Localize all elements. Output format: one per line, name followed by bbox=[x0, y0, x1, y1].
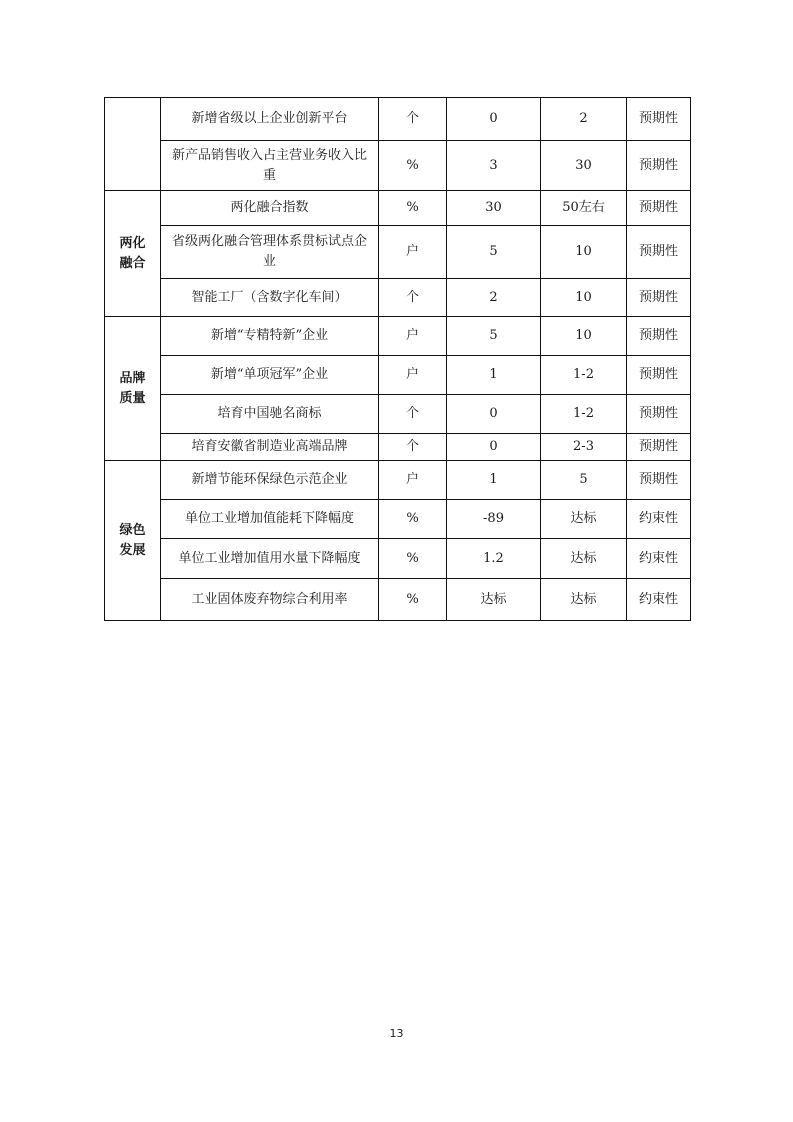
unit-cell: 户 bbox=[379, 226, 447, 279]
nature-cell: 预期性 bbox=[627, 98, 691, 141]
base-value-cell: 1.2 bbox=[447, 539, 541, 579]
indicator-name: 两化融合指数 bbox=[161, 191, 379, 226]
indicator-name: 单位工业增加值能耗下降幅度 bbox=[161, 500, 379, 539]
table-row bbox=[105, 434, 691, 461]
base-value-cell: 5 bbox=[447, 226, 541, 279]
table-row bbox=[105, 461, 691, 500]
table-row bbox=[105, 317, 691, 356]
target-value-cell: 10 bbox=[541, 317, 627, 356]
base-value-cell: 0 bbox=[447, 395, 541, 434]
unit-cell: 户 bbox=[379, 317, 447, 356]
target-value-cell: 50左右 bbox=[541, 191, 627, 226]
table-row bbox=[105, 279, 691, 317]
nature-cell: 预期性 bbox=[627, 434, 691, 461]
target-value-cell: 2 bbox=[541, 98, 627, 141]
target-value-cell: 30 bbox=[541, 141, 627, 191]
page-number: 13 bbox=[389, 1027, 404, 1040]
indicator-name: 新增省级以上企业创新平台 bbox=[161, 98, 379, 141]
target-value-cell: 5 bbox=[541, 461, 627, 500]
nature-cell: 预期性 bbox=[627, 317, 691, 356]
nature-cell: 预期性 bbox=[627, 226, 691, 279]
indicator-table bbox=[104, 97, 691, 621]
base-value-cell: 达标 bbox=[447, 579, 541, 621]
target-value-cell: 1-2 bbox=[541, 356, 627, 395]
nature-cell: 预期性 bbox=[627, 356, 691, 395]
base-value-cell: 0 bbox=[447, 434, 541, 461]
unit-cell: % bbox=[379, 500, 447, 539]
base-value-cell: 1 bbox=[447, 356, 541, 395]
base-value-cell: -89 bbox=[447, 500, 541, 539]
nature-cell: 预期性 bbox=[627, 395, 691, 434]
unit-cell: % bbox=[379, 539, 447, 579]
nature-cell: 约束性 bbox=[627, 500, 691, 539]
target-value-cell: 达标 bbox=[541, 500, 627, 539]
unit-cell: 户 bbox=[379, 461, 447, 500]
target-value-cell: 达标 bbox=[541, 579, 627, 621]
base-value-cell: 1 bbox=[447, 461, 541, 500]
table-row bbox=[105, 539, 691, 579]
indicator-name: 省级两化融合管理体系贯标试点企业 bbox=[161, 226, 379, 279]
indicator-name: 工业固体废弃物综合利用率 bbox=[161, 579, 379, 621]
unit-cell: % bbox=[379, 141, 447, 191]
nature-cell: 预期性 bbox=[627, 461, 691, 500]
base-value-cell: 3 bbox=[447, 141, 541, 191]
indicator-name: 新产品销售收入占主营业务收入比重 bbox=[161, 141, 379, 191]
indicator-name: 单位工业增加值用水量下降幅度 bbox=[161, 539, 379, 579]
indicator-name: 新增“单项冠军”企业 bbox=[161, 356, 379, 395]
indicator-name: 培育中国驰名商标 bbox=[161, 395, 379, 434]
target-value-cell: 达标 bbox=[541, 539, 627, 579]
base-value-cell: 30 bbox=[447, 191, 541, 226]
category-cell: 品牌质量 bbox=[105, 317, 161, 461]
table-row bbox=[105, 579, 691, 621]
table-row bbox=[105, 226, 691, 279]
unit-cell: 个 bbox=[379, 98, 447, 141]
target-value-cell: 10 bbox=[541, 226, 627, 279]
nature-cell: 约束性 bbox=[627, 539, 691, 579]
unit-cell: 个 bbox=[379, 395, 447, 434]
target-value-cell: 10 bbox=[541, 279, 627, 317]
table-row bbox=[105, 191, 691, 226]
table-row bbox=[105, 98, 691, 141]
nature-cell: 预期性 bbox=[627, 141, 691, 191]
unit-cell: % bbox=[379, 191, 447, 226]
table-row bbox=[105, 356, 691, 395]
indicator-name: 智能工厂（含数字化车间） bbox=[161, 279, 379, 317]
unit-cell: 户 bbox=[379, 356, 447, 395]
unit-cell: 个 bbox=[379, 279, 447, 317]
nature-cell: 预期性 bbox=[627, 191, 691, 226]
unit-cell: % bbox=[379, 579, 447, 621]
indicator-name: 新增“专精特新”企业 bbox=[161, 317, 379, 356]
table-row bbox=[105, 500, 691, 539]
base-value-cell: 5 bbox=[447, 317, 541, 356]
base-value-cell: 2 bbox=[447, 279, 541, 317]
category-cell bbox=[105, 98, 161, 191]
target-value-cell: 2-3 bbox=[541, 434, 627, 461]
target-value-cell: 1-2 bbox=[541, 395, 627, 434]
base-value-cell: 0 bbox=[447, 98, 541, 141]
category-cell: 绿色发展 bbox=[105, 461, 161, 621]
unit-cell: 个 bbox=[379, 434, 447, 461]
nature-cell: 预期性 bbox=[627, 279, 691, 317]
table-row bbox=[105, 141, 691, 191]
table-row bbox=[105, 395, 691, 434]
indicator-name: 新增节能环保绿色示范企业 bbox=[161, 461, 379, 500]
nature-cell: 约束性 bbox=[627, 579, 691, 621]
indicator-name: 培育安徽省制造业高端品牌 bbox=[161, 434, 379, 461]
category-cell: 两化融合 bbox=[105, 191, 161, 317]
